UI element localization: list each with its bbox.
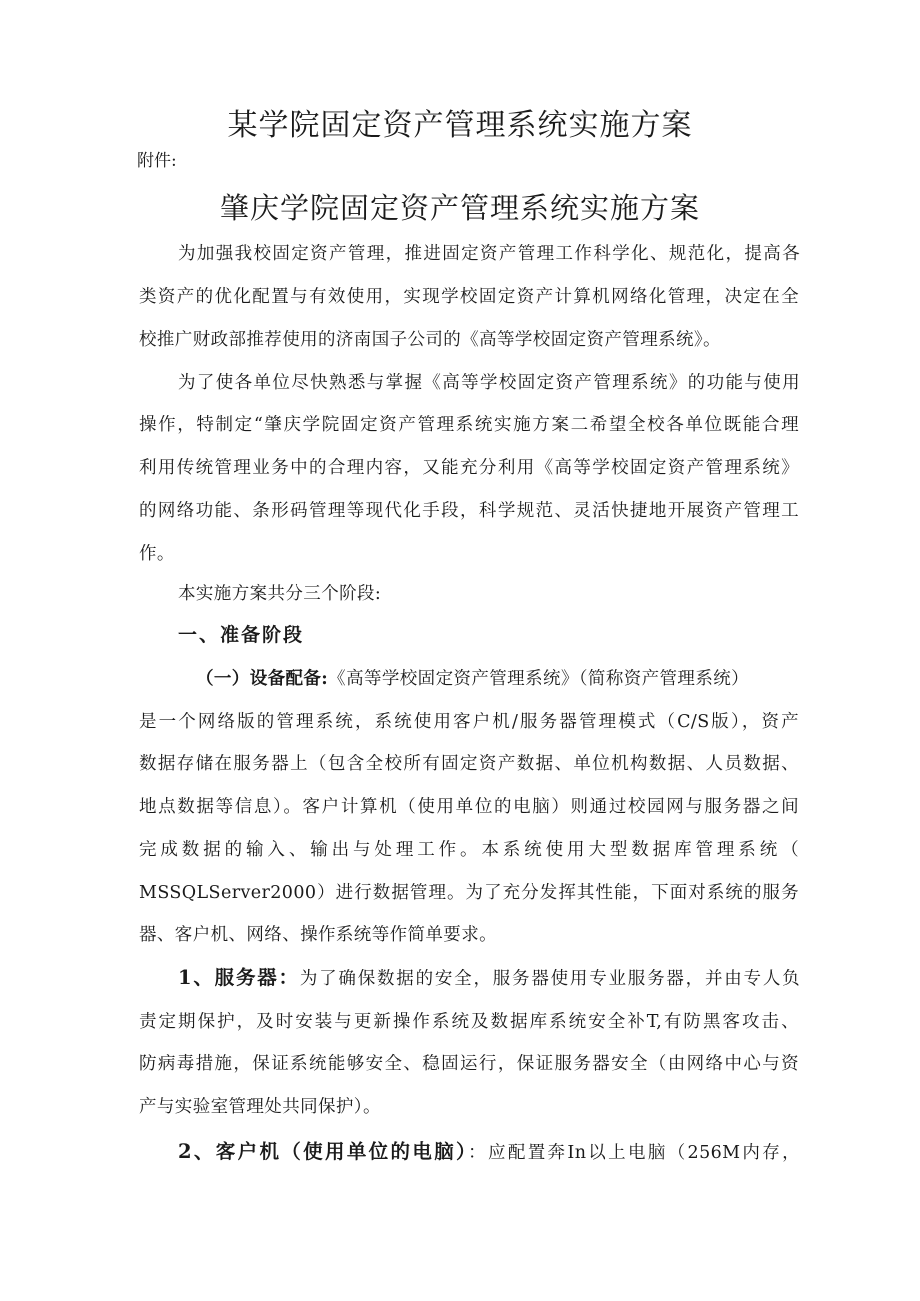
- paragraph-line: 为加强我校固定资产管理，推进固定资产管理工作科学化、规范化，提高各: [178, 244, 800, 264]
- paragraph-line: 产与实验室管理处共同保护）。: [139, 1097, 381, 1117]
- paragraph-line: 作。: [139, 544, 175, 564]
- item-line: [178, 966, 800, 991]
- attachment-label: 附件:: [137, 151, 177, 171]
- subsection-heading: （一）设备配备:: [196, 669, 329, 689]
- paragraph-line: 地点数据等信息）。客户计算机（使用单位的电脑）则通过校园网与服务器之间: [139, 797, 799, 817]
- document-title: 某学院固定资产管理系统实施方案: [227, 108, 693, 143]
- subsection-line: [196, 667, 800, 691]
- paragraph-text: 《高等学校固定资产管理系统》（简称资产管理系统）: [328, 669, 750, 689]
- paragraph-line: 数据存储在服务器上（包含全校所有固定资产数据、单位机构数据、人员数据、: [139, 754, 799, 774]
- plan-title: 肇庆学院固定资产管理系统实施方案: [219, 191, 700, 225]
- item-heading: 2、客户机（使用单位的电脑）: [178, 1140, 469, 1163]
- paragraph-line: 类资产的优化配置与有效使用，实现学校固定资产计算机网络化管理，决定在全: [139, 287, 799, 307]
- paragraph-line: 防病毒措施，保证系统能够安全、稳固运行，保证服务器安全（由网络中心与资: [139, 1054, 799, 1074]
- paragraph-line: MSSQLServer2000）进行数据管理。为了充分发挥其性能，下面对系统的服务: [139, 883, 799, 903]
- item-line: [178, 1140, 800, 1165]
- paragraph-line: 责定期保护，及时安装与更新操作系统及数据库系统安全补T,有防黑客攻击、: [139, 1012, 799, 1032]
- section-heading: 一、准备阶段: [178, 624, 305, 646]
- paragraph-text: ：应配置奔In以上电脑（256M内存，: [468, 1143, 800, 1163]
- paragraph-line: 利用传统管理业务中的合理内容，又能充分利用《高等学校固定资产管理系统》: [139, 458, 799, 478]
- paragraph-line: 本实施方案共分三个阶段:: [178, 584, 382, 604]
- paragraph-line: 的网络功能、条形码管理等现代化手段，科学规范、灵活快捷地开展资产管理工: [139, 501, 799, 521]
- paragraph-line: 是一个网络版的管理系统，系统使用客户机/服务器管理模式（C/S版），资产: [139, 712, 799, 732]
- item-heading: 1、服务器：: [178, 966, 300, 989]
- paragraph-line: 为了使各单位尽快熟悉与掌握《高等学校固定资产管理系统》的功能与使用: [178, 373, 800, 393]
- paragraph-text: 为了确保数据的安全，服务器使用专业服务器，并由专人负: [299, 969, 801, 989]
- paragraph-line: 器、客户机、网络、操作系统等作简单要求。: [139, 925, 497, 945]
- paragraph-line: 完成数据的输入、输出与处理工作。本系统使用大型数据库管理系统（: [139, 840, 799, 860]
- paragraph-line: 校推广财政部推荐使用的济南国子公司的《高等学校固定资产管理系统》。: [139, 330, 721, 350]
- paragraph-line: 操作，特制定“肇庆学院固定资产管理系统实施方案二希望全校各单位既能合理: [139, 415, 799, 435]
